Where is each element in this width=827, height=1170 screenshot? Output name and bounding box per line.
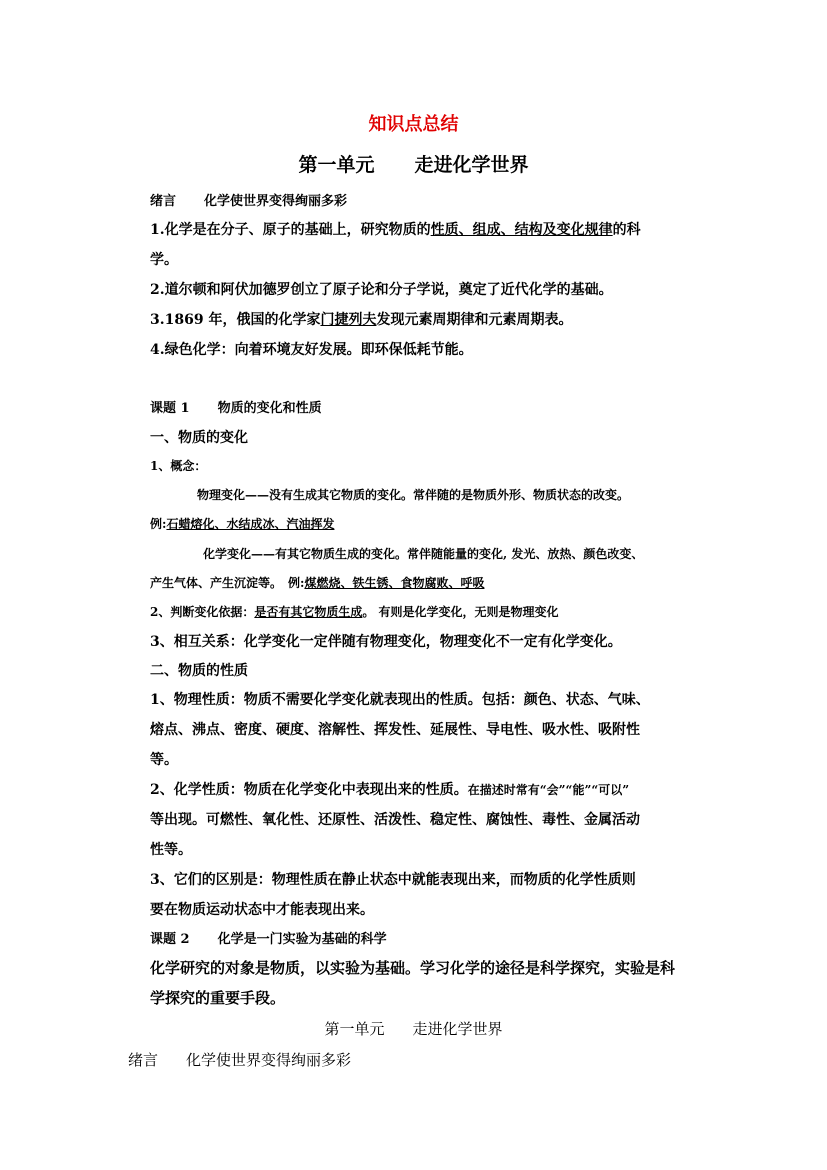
- chemical-change-def: 化学变化——有其它物质生成的变化。常伴随能量的变化, 发光、放热、颜色改变、: [203, 547, 644, 561]
- physical-property-1: 1、物理性质：物质不需要化学变化就表现出的性质。包括：颜色、状态、气味、: [150, 692, 650, 708]
- relationship: 3、相互关系：化学变化一定伴随有物理变化，物理变化不一定有化学变化。: [150, 634, 622, 650]
- intro-point-1: 1.化学是在分子、原子的基础上，研究物质的性质、组成、结构及变化规律的科: [150, 222, 641, 238]
- intro-point-1-cont: 学。: [150, 252, 178, 268]
- judgement-basis: 2、判断变化依据：是否有其它物质生成。 有则是化学变化，无则是物理变化: [150, 605, 559, 619]
- intro-point-4: 4.绿色化学：向着环境友好发展。即环保低耗节能。: [150, 342, 473, 358]
- chemical-property-1: 2、化学性质：物质在化学变化中表现出来的性质。在描述时常有“会”“能”“可以”: [150, 782, 630, 798]
- physical-property-2: 熔点、沸点、密度、硬度、溶解性、挥发性、延展性、导电性、吸水性、吸附性: [150, 722, 640, 738]
- lesson1-heading: 课题 1 物质的变化和性质: [150, 401, 322, 416]
- concept-label: 1、概念：: [150, 459, 207, 473]
- chemical-property-3: 性等。: [150, 842, 192, 858]
- lesson2-heading: 课题 2 化学是一门实验为基础的科学: [150, 932, 387, 947]
- physical-property-3: 等。: [150, 752, 178, 768]
- chemical-change-def-cont: 产生气体、产生沉淀等。 例:煤燃烧、铁生锈、食物腐败、呼吸: [150, 576, 485, 590]
- chemical-property-2: 等出现。可燃性、氧化性、还原性、活泼性、稳定性、腐蚀性、毒性、金属活动: [150, 812, 640, 828]
- section-2-heading: 二、物质的性质: [150, 663, 248, 679]
- section-1-heading: 一、物质的变化: [150, 430, 248, 446]
- lesson2-text-2: 学探究的重要手段。: [150, 989, 286, 1007]
- intro-point-3: 3.1869 年，俄国的化学家门捷列夫发现元素周期律和元素周期表。: [150, 312, 573, 328]
- intro-heading-repeat: 绪言 化学使世界变得绚丽多彩: [128, 1051, 352, 1069]
- difference-1: 3、它们的区别是：物理性质在静止状态中就能表现出来，而物质的化学性质则: [150, 872, 636, 888]
- physical-change-def: 物理变化——没有生成其它物质的变化。常伴随的是物质外形、物质状态的改变。: [197, 488, 630, 502]
- unit-heading: 第一单元 走进化学世界: [298, 154, 529, 176]
- intro-heading: 绪言 化学使世界变得绚丽多彩: [150, 194, 348, 209]
- intro-point-2: 2.道尔顿和阿伏加德罗创立了原子论和分子学说，奠定了近代化学的基础。: [150, 282, 613, 298]
- difference-2: 要在物质运动状态中才能表现出来。: [150, 902, 374, 918]
- unit-heading-repeat: 第一单元 走进化学世界: [324, 1020, 503, 1038]
- doc-title: 知识点总结: [368, 114, 459, 135]
- physical-change-example: 例:石蜡熔化、水结成冰、汽油挥发: [150, 517, 335, 531]
- lesson2-text-1: 化学研究的对象是物质，以实验为基础。学习化学的途径是科学探究，实验是科: [150, 959, 676, 977]
